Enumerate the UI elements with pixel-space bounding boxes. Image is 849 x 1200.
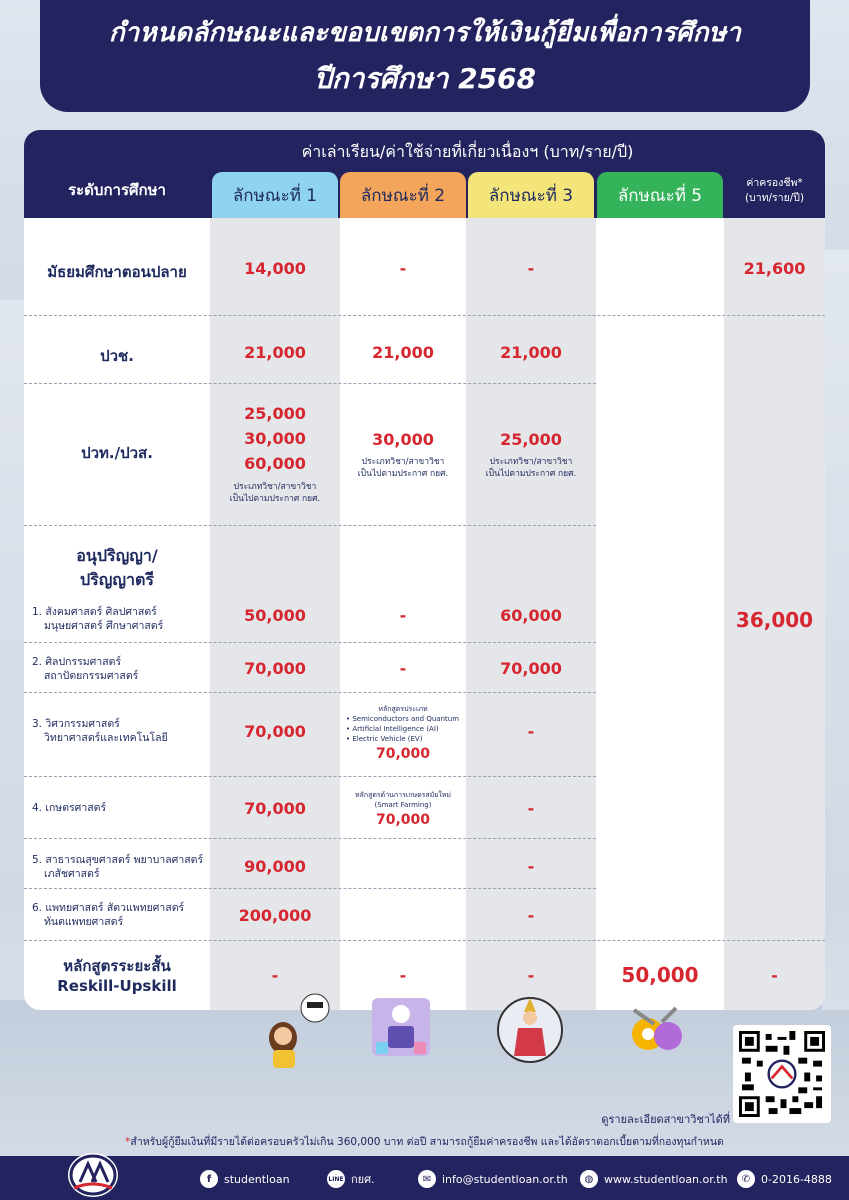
tab-type-1: ลักษณะที่ 1 [212,172,338,218]
sub3-type3-dash: - [527,722,535,741]
student-thinking-illustration [255,992,335,1068]
title-banner [40,0,810,112]
sub-public-health [32,853,210,881]
sub3-type2-item-1: • Semiconductors and Quantum [346,715,460,723]
sub2-type2-dash: - [399,659,407,678]
sub5-type1-value: 90,000 [244,857,306,876]
level-short-course [24,956,210,996]
level-higher-vocational: ปวท./ปวส. [81,444,153,462]
sub1-type2-dash: - [399,606,407,625]
sub2-line-1: 2. ศิลปกรรมศาสตร์ [32,656,122,668]
footer-line[interactable] [327,1170,375,1188]
sub2-line-2: สถาปัตยกรรมศาสตร์ [44,670,139,682]
globe-icon: ◍ [580,1170,598,1188]
living-header-line-2: (บาท/ราย/ปี) [744,192,805,204]
row-divider [24,888,596,889]
gear-brain-illustration [626,1000,686,1060]
row-divider [24,692,596,693]
footer-phone[interactable] [737,1170,832,1188]
sub-fine-arts [32,655,210,683]
level-undergraduate [24,544,210,592]
sub6-type1-value: 200,000 [238,906,312,925]
level-undergraduate-line-2: ปริญญาตรี [80,570,154,589]
qr-caption: ดูรายละเอียดสาขาวิชาได้ที่ [601,1113,730,1126]
short-living-dash: - [771,966,778,985]
title-line-1: กำหนดลักษณะและขอบเขตการให้เงินกู้ยืมเพื่อการศึกษา [108,17,742,48]
footer-facebook[interactable] [200,1170,290,1188]
loan-table [24,130,825,1010]
voc-type3-value: 21,000 [500,343,562,362]
thai-dancer-illustration [494,992,566,1064]
level-vocational: ปวช. [100,347,134,365]
sub5-line-2: เภสัชศาสตร์ [44,868,100,880]
hvoc-type3-note-2: เป็นไปตามประกาศ กยศ. [485,469,577,479]
hvoc-type2-value: 30,000 [372,430,434,449]
hvoc-type1-note-2: เป็นไปตามประกาศ กยศ. [229,494,321,504]
hvoc-type1-note [210,481,340,505]
hvoc-type2-note [340,456,466,480]
footer-email[interactable] [418,1170,568,1188]
qr-code[interactable] [733,1025,831,1123]
sub4-type1-value: 70,000 [244,799,306,818]
hs-type1-value: 14,000 [244,259,306,278]
row-divider [24,642,596,643]
facebook-icon: f [200,1170,218,1188]
sub2-type1-value: 70,000 [244,659,306,678]
level-undergraduate-line-1: อนุปริญญา/ [76,546,158,565]
sub1-type3-value: 60,000 [500,606,562,625]
sub2-type3-value: 70,000 [500,659,562,678]
row-divider [24,940,825,941]
row-divider [24,838,596,839]
hs-type3-dash: - [527,259,535,278]
row-divider [24,383,596,384]
hs-type2-dash: - [399,259,407,278]
logo [66,1150,120,1200]
tab-type-2: ลักษณะที่ 2 [340,172,466,218]
footer-web-text: www.studentloan.or.th [604,1172,728,1186]
sub4-type2-head: หลักสูตรด้านการเกษตรสมัยใหม่ [354,791,452,799]
span-header: ค่าเล่าเรียน/ค่าใช้จ่ายที่เกี่ยวเนื่องฯ (บาท/ราย/ปี) [301,142,634,161]
robot-tech-illustration [368,992,434,1062]
phone-icon: ✆ [737,1170,755,1188]
living-header-line-1: ค่าครองชีพ* [746,177,803,189]
hvoc-type2-note-2: เป็นไปตามประกาศ กยศ. [357,469,449,479]
sub5-type3-dash: - [527,857,535,876]
footer-phone-text: 0-2016-4888 [761,1172,832,1186]
sub4-type2-sub: (Smart Farming) [374,801,432,809]
sub-agriculture [32,801,210,815]
footer-facebook-text: studentloan [224,1172,290,1186]
short-course-line-2: Reskill-Upskill [57,977,177,995]
living-header [724,176,825,206]
sub-engineering [32,717,210,745]
footer-line-text: กยศ. [351,1173,375,1186]
tab-type-5: ลักษณะที่ 5 [597,172,723,218]
sub-social-science [32,605,210,633]
hvoc-type1-note-1: ประเภทวิชา/สาขาวิชา [233,482,317,492]
sub-medicine [32,901,210,929]
tab-type-3: ลักษณะที่ 3 [468,172,594,218]
sub6-type3-dash: - [527,906,535,925]
footnote-text: สำหรับผู้กู้ยืมเงินที่มีรายได้ต่อครอบครัวไม่เกิน 360,000 บาท ต่อปี สามารถกู้ยืมค่าครองชีพ และได้อัตราดอกเบี้ยตามที่กองทุนกำหนด [130,1136,724,1148]
footnote-star: * [125,1136,131,1148]
hs-living-value: 21,600 [743,259,806,278]
hvoc-type2-note-1: ประเภทวิชา/สาขาวิชา [361,457,445,467]
short-type2-dash: - [399,966,407,985]
footer-web[interactable] [580,1170,728,1188]
qr-code-pattern [739,1031,825,1117]
row-divider [24,776,596,777]
row-divider [24,525,596,526]
sub3-type2-item-3: • Electric Vehicle (EV) [346,735,423,743]
sub4-line-1: 4. เกษตรศาสตร์ [32,802,107,814]
sub3-type2-item-2: • Artificial Intelligence (AI) [346,725,439,733]
level-header: ระดับการศึกษา [68,181,166,199]
sub1-line-2: มนุษยศาสตร์ ศึกษาศาสตร์ [44,620,164,632]
sub4-type2-value: 70,000 [375,812,431,828]
sub6-line-2: ทันตแพทยศาสตร์ [44,916,124,928]
sub1-type1-value: 50,000 [244,606,306,625]
uni-living-value: 36,000 [735,608,814,632]
sub3-line-1: 3. วิศวกรรมศาสตร์ [32,718,120,730]
sub1-line-1: 1. สังคมศาสตร์ ศิลปศาสตร์ [32,606,157,618]
title-line-2: ปีการศึกษา 2568 [313,61,537,95]
sub3-line-2: วิทยาศาสตร์และเทคโนโลยี [44,732,168,744]
short-type5-value: 50,000 [621,963,699,987]
sub4-type2-detail [340,790,466,828]
voc-type1-value: 21,000 [244,343,306,362]
footer-email-text: info@studentloan.or.th [442,1172,568,1186]
sub3-type1-value: 70,000 [244,722,306,741]
short-type3-dash: - [527,966,535,985]
footnote [0,1133,849,1150]
hvoc-type1-value-c: 60,000 [244,454,306,473]
hvoc-type1-value-b: 30,000 [244,429,306,448]
sub3-type2-detail [340,704,466,762]
sub6-line-1: 6. แพทยศาสตร์ สัตวแพทยศาสตร์ [32,902,185,914]
sub5-line-1: 5. สาธารณสุขศาสตร์ พยาบาลศาสตร์ [32,854,204,866]
short-type1-dash: - [271,966,279,985]
level-high-school: มัธยมศึกษาตอนปลาย [47,263,187,281]
hvoc-type3-note [466,456,596,480]
hvoc-type3-value: 25,000 [500,430,562,449]
hvoc-type3-note-1: ประเภทวิชา/สาขาวิชา [489,457,573,467]
hvoc-type1-value-a: 25,000 [244,404,306,423]
short-course-line-1: หลักสูตรระยะสั้น [63,957,171,975]
sub3-type2-head: หลักสูตรประเภท [378,705,428,713]
sub3-type2-value: 70,000 [375,746,431,762]
line-icon: LINE [327,1170,345,1188]
voc-type2-value: 21,000 [372,343,434,362]
email-icon: ✉ [418,1170,436,1188]
sub4-type3-dash: - [527,799,535,818]
row-divider [24,315,825,316]
